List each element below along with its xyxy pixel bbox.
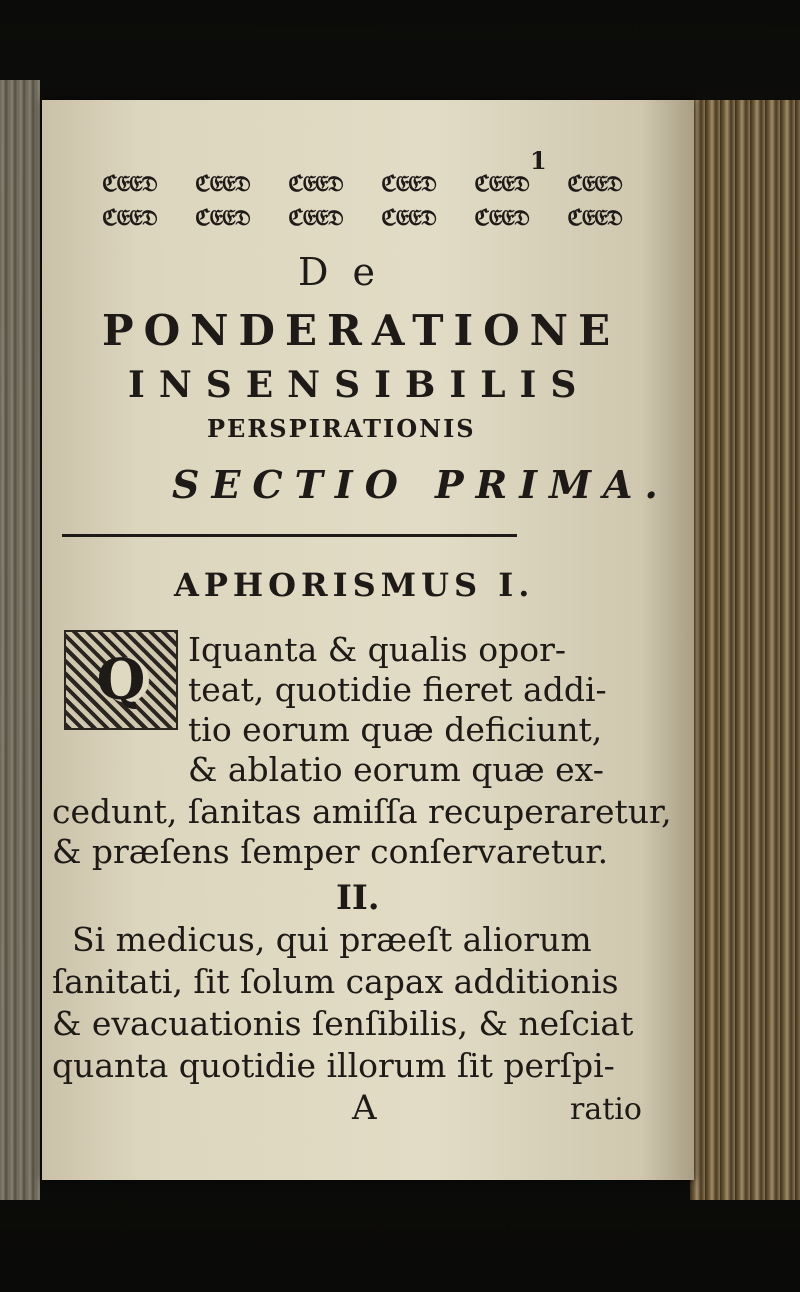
text-line: cedunt, ſanitas amiſſa recuperaretur, bbox=[52, 792, 672, 831]
text-line: Iquanta & qualis opor- bbox=[188, 630, 567, 669]
text-line: tio eorum quæ deficiunt, bbox=[188, 710, 603, 749]
ornament-glyph: ℭ𝔈𝔈𝔇 bbox=[288, 205, 343, 231]
ornament-glyph: ℭ𝔈𝔈𝔇 bbox=[288, 171, 343, 197]
aphorism-number: II. bbox=[336, 878, 380, 918]
text-line: & præſens ſemper conſervaretur. bbox=[52, 832, 609, 871]
horizontal-rule bbox=[62, 534, 517, 537]
section-title: SECTIO PRIMA. bbox=[172, 462, 670, 507]
text-line: quanta quotidie illorum ſit perſpi- bbox=[52, 1046, 615, 1085]
ornament-glyph: ℭ𝔈𝔈𝔇 bbox=[567, 205, 622, 231]
ornament-glyph: ℭ𝔈𝔈𝔇 bbox=[102, 171, 157, 197]
text-line: Si medicus, qui præeſt aliorum bbox=[72, 920, 592, 959]
ornament-glyph: ℭ𝔈𝔈𝔇 bbox=[102, 205, 157, 231]
ornament-band-bottom bbox=[102, 204, 622, 232]
ornament-glyph: ℭ𝔈𝔈𝔇 bbox=[474, 171, 529, 197]
book-page bbox=[42, 100, 694, 1180]
page-stack-edge bbox=[690, 100, 800, 1200]
ornament-glyph: ℭ𝔈𝔈𝔇 bbox=[567, 171, 622, 197]
title-de: D e bbox=[298, 250, 382, 294]
ornament-glyph: ℭ𝔈𝔈𝔇 bbox=[195, 171, 250, 197]
ornament-glyph: ℭ𝔈𝔈𝔇 bbox=[381, 171, 436, 197]
catchword: ratio bbox=[570, 1092, 642, 1127]
text-line: & ablatio eorum quæ ex- bbox=[188, 750, 604, 789]
previous-page-edge bbox=[0, 80, 40, 1200]
decorated-initial bbox=[64, 630, 178, 730]
page-number: 1 bbox=[530, 146, 547, 175]
ornament-glyph: ℭ𝔈𝔈𝔇 bbox=[381, 205, 436, 231]
text-line: & evacuationis ſenſibilis, & neſciat bbox=[52, 1004, 634, 1043]
ornament-glyph: ℭ𝔈𝔈𝔇 bbox=[474, 205, 529, 231]
ornament-band-top bbox=[102, 170, 622, 198]
title-ponderatione: PONDERATIONE bbox=[102, 306, 621, 355]
title-insensibilis: INSENSIBILIS bbox=[128, 364, 591, 406]
aphorism-heading: APHORISMUS I. bbox=[174, 566, 535, 604]
initial-letter: Q bbox=[96, 647, 146, 713]
signature-mark: A bbox=[352, 1088, 377, 1128]
text-line: teat, quotidie fieret addi- bbox=[188, 670, 607, 709]
title-perspirationis: PERSPIRATIONIS bbox=[207, 414, 476, 443]
ornament-glyph: ℭ𝔈𝔈𝔇 bbox=[195, 205, 250, 231]
text-line: ſanitati, ſit ſolum capax additionis bbox=[52, 962, 619, 1001]
